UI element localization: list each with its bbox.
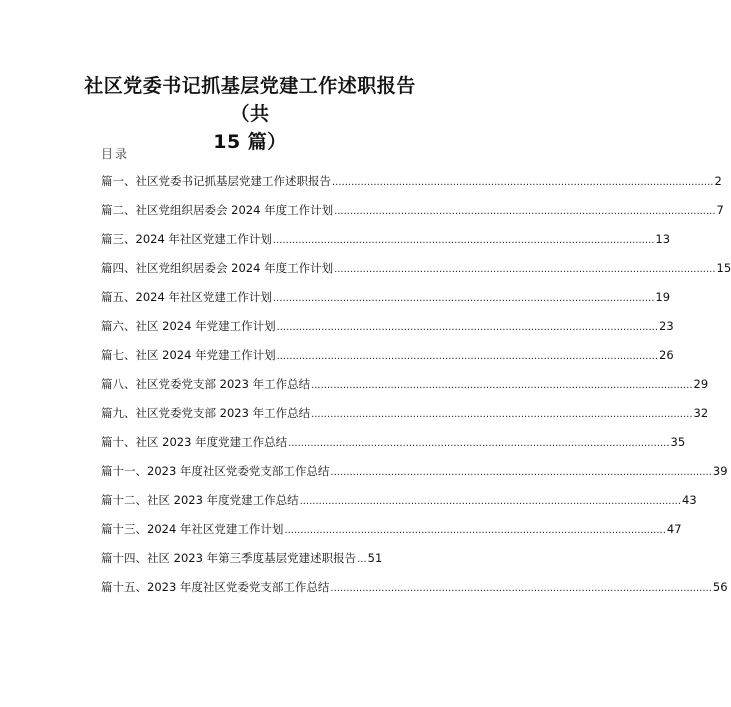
toc-entry[interactable] (101, 433, 686, 462)
toc-leader-dots: ........................................................................................................................ (276, 322, 659, 333)
title-line-2: 15 篇） (213, 131, 287, 153)
toc-entry[interactable] (101, 404, 709, 433)
toc-entry[interactable] (101, 462, 728, 491)
toc-entry-title: 篇七、社区 2024 年党建工作计划 (101, 348, 276, 362)
toc-leader-dots: ... (357, 554, 367, 565)
toc-entry-page: 43 (682, 493, 697, 507)
toc-entry[interactable] (101, 578, 728, 607)
toc-entry-page: 39 (712, 464, 728, 478)
toc-entry-page: 15 (716, 261, 731, 275)
toc-entry-page: 32 (693, 406, 709, 420)
title-line-1: 社区党委书记抓基层党建工作述职报告（共 (84, 75, 416, 125)
toc-entry[interactable] (101, 288, 671, 317)
toc-entry[interactable] (101, 201, 724, 230)
toc-entry[interactable] (101, 549, 419, 578)
toc-entry-title: 篇九、社区党委党支部 2023 年工作总结 (101, 406, 311, 420)
toc-entry[interactable] (101, 172, 722, 201)
toc-leader-dots: ........................................................................................................................ (272, 293, 655, 304)
toc-entry-page: 29 (693, 377, 709, 391)
toc-leader-dots: ........................................................................................................................ (330, 467, 712, 478)
toc-entry-title: 篇二、社区党组织居委会 2024 年度工作计划 (101, 203, 334, 217)
toc-entry-title: 篇四、社区党组织居委会 2024 年度工作计划 (101, 261, 334, 275)
toc-entry-title: 篇三、2024 年社区党建工作计划 (101, 232, 272, 246)
toc-entry-title: 篇十三、2024 年社区党建工作计划 (101, 522, 284, 536)
toc-entry-page: 23 (659, 319, 674, 333)
toc-leader-dots: ........................................................................................................................ (284, 525, 666, 536)
toc-entry[interactable] (101, 259, 731, 288)
toc-entry[interactable] (101, 230, 671, 259)
toc-entry-page: 35 (670, 435, 686, 449)
toc-entry-page: 47 (666, 522, 682, 536)
toc-entry-title: 篇六、社区 2024 年党建工作计划 (101, 319, 276, 333)
toc-leader-dots: ........................................................................................................................ (311, 380, 693, 391)
toc-entry[interactable] (101, 520, 682, 549)
toc-entry-title: 篇十、社区 2023 年度党建工作总结 (101, 435, 288, 449)
toc-entry-title: 篇五、2024 年社区党建工作计划 (101, 290, 272, 304)
toc-heading: 目录 (101, 147, 130, 161)
toc-entry-title: 篇十二、社区 2023 年度党建工作总结 (101, 493, 299, 507)
toc-leader-dots: ........................................................................................................................ (311, 409, 693, 420)
toc-entry-page: 13 (655, 232, 671, 246)
toc-leader-dots: ........................................................................................................................ (334, 206, 716, 217)
toc-entry-page: 7 (716, 203, 724, 217)
toc-leader-dots: ........................................................................................................................ (330, 583, 712, 594)
toc-leader-dots: ........................................................................................................................ (272, 235, 655, 246)
toc-entry-page: 51 (367, 551, 383, 565)
document-title (70, 72, 430, 156)
toc-entry[interactable] (101, 375, 709, 404)
toc-entry-page: 26 (659, 348, 674, 362)
toc-entry[interactable] (101, 317, 674, 346)
toc-leader-dots: ........................................................................................................................ (276, 351, 659, 362)
toc-entry-title: 篇一、社区党委书记抓基层党建工作述职报告 (101, 174, 331, 188)
toc-leader-dots: ........................................................................................................................ (332, 177, 714, 188)
toc-entry-title: 篇八、社区党委党支部 2023 年工作总结 (101, 377, 311, 391)
toc-leader-dots: ........................................................................................................................ (288, 438, 670, 449)
toc-entry-page: 2 (714, 174, 722, 188)
table-of-contents (101, 172, 731, 607)
toc-entry-page: 56 (712, 580, 728, 594)
toc-leader-dots: ........................................................................................................................ (334, 264, 716, 275)
toc-entry[interactable] (101, 491, 697, 520)
toc-entry-page: 19 (655, 290, 671, 304)
toc-entry-title: 篇十五、2023 年度社区党委党支部工作总结 (101, 580, 330, 594)
toc-leader-dots: ........................................................................................................................ (299, 496, 682, 507)
toc-entry[interactable] (101, 346, 674, 375)
toc-entry-title: 篇十四、社区 2023 年第三季度基层党建述职报告 (101, 551, 357, 565)
toc-entry-title: 篇十一、2023 年度社区党委党支部工作总结 (101, 464, 330, 478)
